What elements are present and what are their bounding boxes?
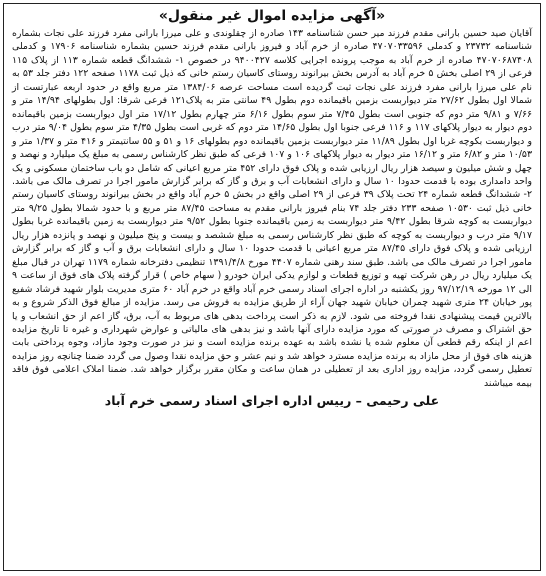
notice-title: «آگهی مزایده اموال غیر منقول» [158,8,386,24]
notice-body: آقایان صید حسین بارانی مقدم فرزند میر حسن شناسنامه ۱۴۳ صادره از چقلوندی و علی میرزا بارانی مفرد فرزند علی نجات بشماره شناسنامه ۲۳۷۳۲ و کدملی ۴۷۰۷۰۳۳۵۹۶ صادره از خرم آباد و فیروز بارانی مقدم فرزند حسین بشماره شناسنامه ۱۷۹۰۶ و کدملی ۴۷۰۷۰۶۸۷۴۰۸ صادره از خرم آباد به موجب پرونده اجرایی کلاسه ۹۴۰۰۴۲۷ در خصوص ۱- ششدانگ قطعه شماره ۱۱۳ از پلاک ۱۱۵ فرعی از ۲۹ اصلی بخش ۵ خرم آباد به آدرس بخش بیرانوند روستای کاسیان رستم خانی که ذیل ثبت ۱۱۷۸ صفحه ۱۲۲ دفتر جلد ۵۳ به نام علی میرزا بارانی مفرد فرزند علی نجات ثبت گردیده است مساحت عرصه ۱۳۸۴/۰۶ متر مربع واقع در حدود اربعه عبارتست از شمالا اول بطول ۲۷/۶۲ متر دیواربست بزمین باقیمانده دوم بطول ۴۹ سانتی متر به پلاک۱۲۱ فرعی شرقا: اول بطولهای ۱۴/۹۴ متر و ۷/۶۶ و ۹/۸۱ متر دوم که جنوبی است بطول ۷/۴۵ متر سوم بطول ۶/۱۶ متر چهارم بطول ۱۷/۱۲ متر اول دیواربست بزمین باقیمانده دوم دیوار به دیوار پلاکهای ۱۱۷ و ۱۱۶ فرعی جنوبا اول بطول ۱۴/۶۵ متر دوم که غربی است بطول ۴/۳۵ متر سوم بطول ۹/۰۴ متر درب و دیواربست بکوچه غربا اول بطول ۱۱/۸۹ متر دیواربست بزمین باقیمانده دوم بطولهای ۱۶ و ۵۱ و ۵۵ سانتیمتر و ۴۱۶ متر و ۱/۳۷ متر و ۱۰/۵۳ متر و ۶/۸۲ متر و ۱۶/۱۲ متر دیوار به دیوار پلاکهای ۱۰۶ و ۱۰۷ فرعی که طبق نظر کارشناس رسمی به مبلغ یک میلیارد و نهصد و چهل و شش میلیون و سیصد هزار ریال ارزیابی شده و پلاک فوق دارای ۴۵۲ متر مربع اعیانی که شامل دو باب ساختمان مسکونی و یک واحد دامداری بوده با قدمت حدودا ۱۰ سال و دارای انشعابات آب و برق و گاز که برابر گزارش مامور اجرا در تصرف مالک می باشد. ۲- ششدانگ قطعه شماره ۲۴ تحت پلاک ۳۹ فرعی از ۲۹ اصلی واقع در بخش ۵ خرم آباد واقع در بخش بیرانوند روستای کاسیان رستم خانی ذیل ثبت ۱۰۵۳۰ صفحه ۲۳۳ دفتر جلد ۷۴ بنام فیروز بارانی مقدم به مساحت ۸۷/۴۵ متر مربع و با حدود شمالا بطول ۹/۲۵ متر دیواربست به کوچه شرقا بطول ۹/۴۲ متر دیواربست به زمین باقیمانده جنوبا بطول ۹/۵۲ متر دیواربست به زمین باقیمانده غربا بطول ۹/۱۷ متر درب و دیواربست به کوچه که طبق نظر کارشناس رسمی به مبلغ ششصد و بیست و پنج میلیون و نهصد و پانزده هزار ریال ارزیابی شده و پلاک فوق دارای ۸۷/۴۵ متر مربع اعیانی با قدمت حدودا ۱۰ سال و دارای انشعابات برق و آب و گاز که برابر گزارش مامور اجرا در تصرف مالک می باشد. طبق سند رهنی شماره ۴۴۰۷ مورخ ۱۳۹۱/۴/۸ تنظیمی دفترخانه شماره ۱۱۷۹ تهران در قبال مبلغ یک میلیارد ریال در رهن شرکت تهیه و توزیع قطعات و لوازم یدکی ایران خودرو ( سهام خاص ) قرار گرفته پلاک های فوق از ساعت ۹ الی ۱۲ مورخه ۹۷/۱۲/۱۹ روز یکشنبه در اداره اجرای اسناد رسمی خرم آباد واقع در خرم آباد ۶۰ متری مدیریت بلوار شهید فرشاد شفیع پور خیابان ۲۴ متری شهید چمران خیابان شهید جهان آراء از طریق مزایده به فروش می رسد. مزایده از مبالغ فوق الذکر شروع و به بالاترین قیمت پیشنهادی نقدا فروخته می شود. لازم به ذکر است پرداخت بدهی های مربوط به آب، برق، گاز اعم از حق انشعاب و یا حق اشتراک و مصرف در صورتی که مورد مزایده دارای آنها باشد و نیز بدهی های مالیاتی و عوارض شهرداری و غیره تا تاریخ مزایده اعم از اینکه رقم قطعی آن معلوم شده یا نشده باشد به عهده برنده مزایده است و نیز در صورت وجود مازاد، وجوه پرداختی بابت هزینه های فوق از محل مازاد به برنده مزایده مسترد خواهد شد و نیم عشر و حق مزایده نقدا وصول می گردد ضمنا چنانچه روز مزایده تعطیل رسمی گردد، مزایده روز اداری بعد از تعطیلی در همان ساعت و مکان مقرر برگزار خواهد شد. ضمنا املاک اعلامی فوق فاقد بیمه میباشند [12,28,533,389]
auction-notice [3,3,541,571]
notice-signature: علی رحیمی – رییس اداره اجرای اسناد رسمی خرم آباد [104,393,440,409]
